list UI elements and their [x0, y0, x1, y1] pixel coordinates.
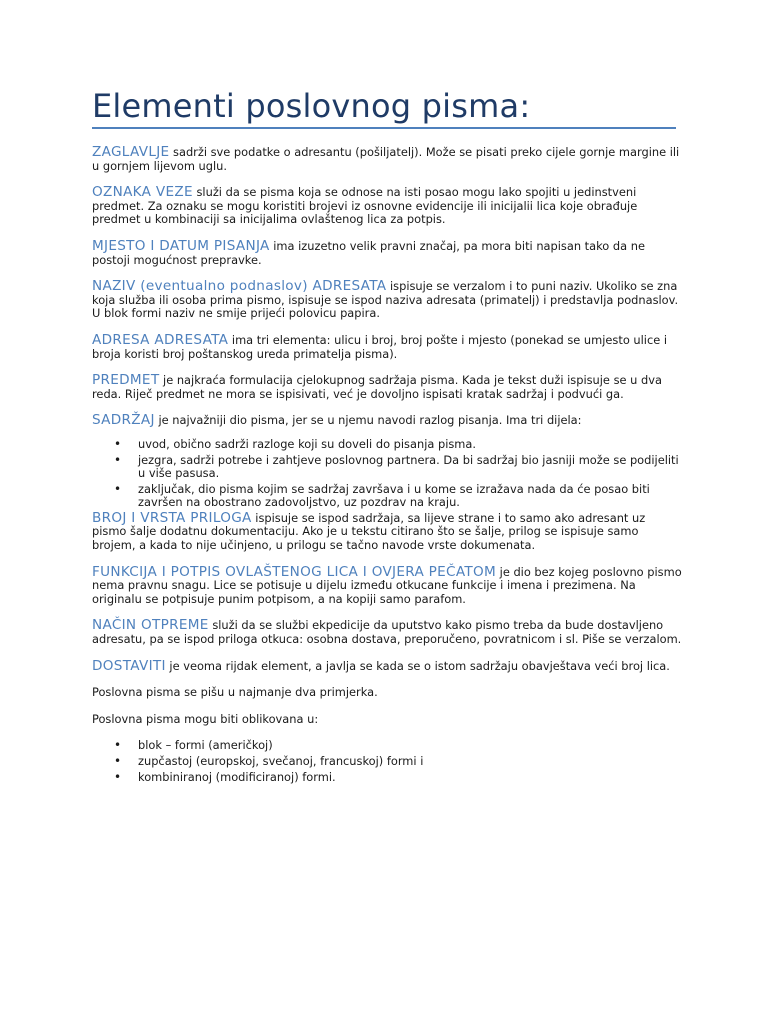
section-text: služi da se službi ekpedicije da uputstvo kako pismo treba da bude dostavljeno adresatu, pa se ispod priloga otkuca: osobna dostava, preporučeno, povratnicom i sl. Piše se verzalom. [92, 618, 682, 647]
section-naziv-adresata [92, 280, 682, 321]
section-text: služi da se pisma koja se odnose na isti posao mogu lako spojiti u jedinstveni predmet. Za oznaku se mogu koristiti brojevi iz osnovne evidencije ili inicijalii lica koje obrađuje predmet u kombinaciji sa inicijalima ovlaštenog lica za potpis. [92, 185, 638, 227]
document-title: Elementi poslovnog pisma: [92, 87, 531, 125]
section-text: je dio bez kojeg poslovno pismo nema pravnu snagu. Lice se potisuje u dijelu između otkucane funkcije i imena i prezimena. Na originalu se potpisuje punim potpisom, a na kopiji samo parafom. [92, 564, 682, 606]
section-dostaviti [92, 657, 682, 674]
section-heading: OZNAKA VEZE [92, 184, 193, 201]
closing-line-forms-intro: Poslovna pisma mogu biti oblikovana u: [92, 711, 319, 726]
content-parts-list [92, 438, 682, 510]
section-heading: ADRESA ADRESATA [92, 331, 229, 348]
section-heading: NAZIV (eventualno podnaslov) ADRESATA [92, 278, 387, 295]
section-text: je veoma rijdak element, a javlja se kada se o istom sadržaju obavještava veći broj lica. [169, 658, 670, 673]
section-heading: MJESTO I DATUM PISANJA [92, 237, 270, 254]
section-zaglavlje [92, 146, 682, 173]
section-text: ima izuzetno velik pravni značaj, pa mora biti napisan tako da ne postoji mogućnost prepravke. [92, 238, 645, 267]
section-adresa-adresata [92, 331, 682, 361]
section-heading: ZAGLAVLJE [92, 144, 170, 160]
section-funkcija-potpis [92, 563, 682, 607]
list-item: • blok – formi (američkoj) [138, 739, 682, 753]
section-text: sadrži sve podatke o adresantu (pošiljatelj). Može se pisati preko cijele gornje margine ili u gornjem lijevom uglu. [92, 145, 680, 173]
list-item: • jezgra, sadrži potrebe i zahtjeve poslovnog partnera. Da bi sadržaj bio jasniji može se podijeliti u više pasusa. [138, 454, 682, 481]
title-underline [92, 127, 676, 129]
section-heading: PREDMET [92, 372, 160, 389]
section-heading: BROJ I VRSTA PRILOGA [92, 509, 252, 526]
list-item: • zupčastoj (europskoj, svečanoj, francuskoj) formi i [138, 755, 682, 769]
section-text: je najkraća formulacija cjelokupnog sadržaja pisma. Kada je tekst duži ispisuje se u dva reda. Riječ predmet ne mora se ispisivati, već je dovoljno ispisati kratak sadržaj i podvući ga. [92, 373, 662, 401]
section-sadrzaj [92, 414, 682, 428]
section-heading: DOSTAVITI [92, 657, 166, 674]
list-item: • kombiniranoj (modificiranoj) formi. [138, 771, 682, 785]
section-text: ima tri elementa: ulicu i broj, broj pošte i mjesto (ponekad se umjesto ulice i broja koristi broj poštanskog ureda primatelja pisma). [92, 332, 668, 361]
closing-line-copies: Poslovna pisma se pišu u najmanje dva primjerka. [92, 685, 378, 700]
letter-forms-list [92, 739, 682, 784]
section-text: ispisuje se verzalom i to puni naziv. Ukoliko se zna koja služba ili osoba prima pismo, ispisuje se ispod naziva adresata (primatelj) i predstavlja podnaslov. U blok formi naziv ne smije prijeći polovicu papira. [92, 279, 679, 321]
section-heading: SADRŽAJ [92, 412, 155, 429]
section-oznaka-veze [92, 186, 682, 227]
section-nacin-otpreme [92, 619, 682, 646]
section-predmet [92, 374, 682, 401]
section-broj-vrsta-priloga [92, 509, 682, 553]
section-heading: FUNKCIJA I POTPIS OVLAŠTENOG LICA I OVJERA PEČATOM [92, 563, 497, 580]
document-body [92, 146, 682, 786]
section-mjesto-datum [92, 237, 682, 267]
list-item: • uvod, obično sadrži razloge koji su doveli do pisanja pisma. [138, 438, 682, 452]
section-text: ispisuje se ispod sadržaja, sa lijeve strane i to samo ako adresant uz pismo šalje dodatnu dokumentaciju. Ako je u tekstu citirano što se šalje, prilog se ispisuje samo brojem, a kada to nije učinjeno, u prilogu se tačno navode vrste dokumenata. [92, 510, 646, 553]
section-heading: NAČIN OTPREME [92, 617, 209, 634]
section-text: je najvažniji dio pisma, jer se u njemu navodi razlog pisanja. Ima tri dijela: [158, 413, 582, 428]
list-item: • zaključak, dio pisma kojim se sadržaj završava i u kome se izražava nada da će posao biti završen na obostrano zadovoljstvo, uz pozdrav na kraju. [138, 483, 682, 510]
